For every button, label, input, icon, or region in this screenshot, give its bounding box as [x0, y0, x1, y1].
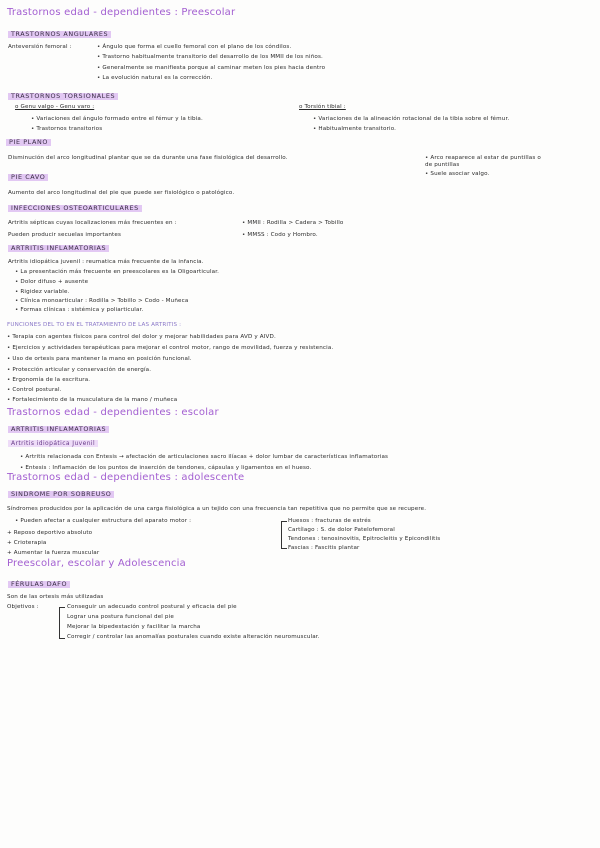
anteversion-bullet: • La evolución natural es la corrección. [97, 75, 213, 81]
artritis-bullet: • La presentación más frecuente en preescolares es la Oligoarticular. [15, 269, 220, 275]
sindrome-item: Huesos : fracturas de estrés [288, 518, 371, 524]
artritis-bullet: • Rigidez variable. [15, 289, 70, 295]
funciones-bullet: • Protección articular y conservación de energía. [7, 367, 152, 373]
anteversion-bullet: • Ángulo que forma el cuello femoral con el plano de los cóndilos. [97, 44, 292, 50]
heading-artritis-escolar: ARTRITIS INFLAMATORIAS [8, 426, 109, 433]
funciones-bullet: • Ejercicios y actividades terapéuticas para mejorar el control motor, rango de movilidad, fuerza y resistencia. [7, 345, 334, 351]
artritis-bullet: • Formas clínicas : sistémica y poliarticular. [15, 307, 144, 313]
heading-ferulas: FÉRULAS DAFO [8, 581, 70, 588]
torsion-bullet: • Variaciones de la alineación rotacional de la tibia sobre el fémur. [313, 116, 510, 122]
objetivos-label: Objetivos : [7, 604, 39, 610]
artritis-bullet: • Clínica monoarticular : Rodilla > Tobillo > Codo - Muñeca [15, 298, 189, 304]
heading-infecciones: INFECCIONES OSTEOARTICULARES [8, 205, 142, 212]
genu-bullet: • Variaciones del ángulo formado entre el fémur y la tibia. [31, 116, 203, 122]
anteversion-bullet: • Trastorno habitualmente transitorio del desarrollo de los MMII de los niños. [97, 54, 323, 60]
funciones-bullet: • Uso de ortesis para mantener la mano en posición funcional. [7, 356, 192, 362]
sindrome-treatment: + Crioterapia [7, 540, 47, 546]
aij-bullet: • Entesis : Inflamación de los puntos de inserción de tendones, cápsulas y ligamentos en el hueso. [20, 465, 312, 471]
ferulas-intro: Son de las ortesis más utilizadas [7, 594, 104, 600]
heading-pie-cavo: PIE CAVO [8, 174, 48, 181]
sindrome-item: Tendones : tenosinovitis, Epitrocleitis y Epicondilitis [288, 536, 441, 542]
sindrome-treatment: + Reposo deportivo absoluto [7, 530, 93, 536]
genu-label: o Genu valgo - Genu varo : [15, 104, 95, 110]
anteversion-bullet: • Generalmente se manifiesta porque al caminar meten los pies hacia dentro [97, 65, 326, 71]
sindrome-item: Cartílago : S. de dolor Patelofemoral [288, 527, 395, 533]
genu-bullet: • Trastornos transitorios [31, 126, 103, 132]
infecciones-location: • MMII : Rodilla > Cadera > Tobillo [242, 220, 344, 226]
pie-cavo-text: Aumento del arco longitudinal del pie que puede ser fisiológico o patológico. [8, 190, 235, 196]
objetivo-item: Conseguir un adecuado control postural y eficacia del pie [67, 604, 237, 610]
section-title-adolescente: Trastornos edad - dependientes : adolescente [7, 472, 245, 483]
section-title-escolar: Trastornos edad - dependientes : escolar [7, 407, 219, 418]
artritis-intro: Artritis idiopática juvenil : reumatica más frecuente de la infancia. [8, 259, 204, 265]
heading-torsionales: TRASTORNOS TORSIONALES [8, 93, 118, 100]
torsion-bullet: • Habitualmente transitorio. [313, 126, 397, 132]
funciones-bullet: • Terapia con agentes físicos para control del dolor y mejorar habilidades para AVD y AIVD. [7, 334, 276, 340]
torsion-label: o Torsión tibial : [299, 104, 346, 110]
aij-bullet: • Artritis relacionada con Entesis → afectación de articulaciones sacro ilíacas + dolor lumbar de características inflamatorias [20, 454, 389, 460]
anteversion-label: Anteversión femoral : [8, 44, 72, 50]
funciones-bullet: • Ergonomía de la escritura. [7, 377, 91, 383]
page-title: Trastornos edad - dependientes : Preescolar [7, 7, 236, 18]
sindrome-treatment: + Aumentar la fuerza muscular [7, 550, 100, 556]
pie-plano-note: • Suele asociar valgo. [425, 171, 490, 177]
heading-sindrome: SINDROME POR SOBREUSO [8, 491, 114, 498]
infecciones-line: Artritis sépticas cuyas localizaciones más frecuentes en : [8, 220, 177, 226]
sindrome-item: Fascias : Fascitis plantar [288, 545, 360, 551]
pie-plano-note: • Arco reaparece al estar de puntillas o [425, 155, 541, 161]
aij-label: Artritis idiopática Juvenil [8, 440, 98, 447]
sindrome-text: Síndromes producidos por la aplicación de una carga fisiológica a un tejido con una frecuencia tan repetitiva que no permite que se recupere. [7, 506, 427, 512]
objetivo-item: Corregir / controlar las anomalías posturales cuando existe alteración neuromuscular. [67, 634, 320, 640]
section-title-all-ages: Preescolar, escolar y Adolescencia [7, 558, 186, 569]
funciones-bullet: • Fortalecimiento de la musculatura de la mano / muñeca [7, 397, 178, 403]
heading-pie-plano: PIE PLANO [6, 139, 51, 146]
sindrome-brace [281, 521, 287, 549]
objetivo-item: Lograr una postura funcional del pie [67, 614, 174, 620]
funciones-bullet: • Control postural. [7, 387, 62, 393]
heading-funciones: FUNCIONES DEL TO EN EL TRATAMIENTO DE LAS ARTRITIS : [7, 322, 182, 328]
heading-angulares: TRASTORNOS ANGULARES [8, 31, 111, 38]
heading-artritis: ARTRITIS INFLAMATORIAS [8, 245, 109, 252]
infecciones-location: • MMSS : Codo y Hombro. [242, 232, 318, 238]
artritis-bullet: • Dolor difuso + ausente [15, 279, 89, 285]
pie-plano-text: Disminución del arco longitudinal plantar que se da durante una fase fisiológica del desarrollo. [8, 155, 288, 161]
pie-plano-note: de puntillas [425, 162, 460, 168]
sindrome-sub: • Pueden afectar a cualquier estructura del aparato motor : [15, 518, 192, 524]
objetivos-brace [59, 607, 65, 639]
objetivo-item: Mejorar la bipedestación y facilitar la marcha [67, 624, 201, 630]
infecciones-line: Pueden producir secuelas importantes [8, 232, 122, 238]
